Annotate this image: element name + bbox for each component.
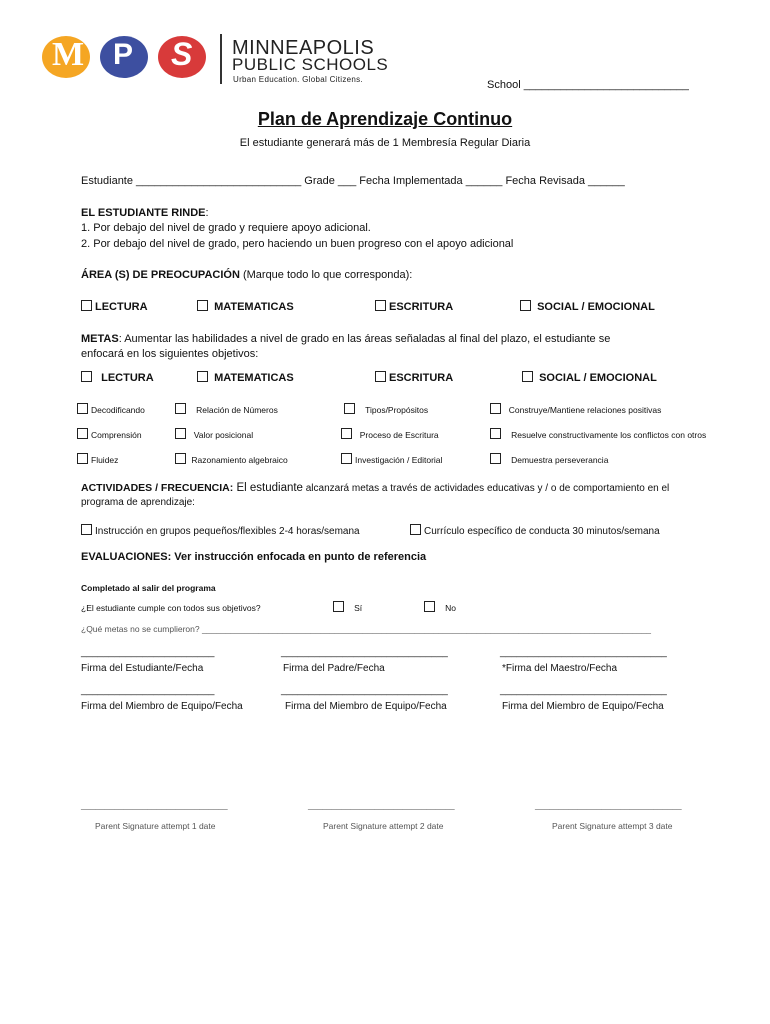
goals-heading: METAS bbox=[81, 333, 119, 345]
area-option-label: ESCRITURA bbox=[389, 301, 454, 313]
goal-item[interactable] bbox=[341, 428, 439, 440]
student-info-line[interactable]: Estudiante ___________________________ Grade ___ Fecha Implementada ______ Fecha Revisada ______ bbox=[81, 175, 625, 187]
activities-text-b: alcanzará metas a través de actividades educativas y / o de comportamiento en el bbox=[302, 483, 670, 494]
goal-item-label: Investigación / Editorial bbox=[355, 455, 443, 465]
school-field[interactable]: School ___________________________ bbox=[487, 79, 689, 91]
goal-item[interactable] bbox=[77, 428, 142, 440]
signature-line[interactable]: ______________________________ bbox=[500, 685, 667, 696]
activity-option-label: Currículo específico de conducta 30 minutos/semana bbox=[424, 526, 660, 537]
checkbox-icon[interactable] bbox=[175, 453, 186, 464]
area-option-lectura[interactable] bbox=[81, 300, 148, 313]
parent-attempt-line[interactable]: _______________________________ bbox=[81, 800, 228, 810]
parent-attempt-line[interactable]: _______________________________ bbox=[535, 800, 682, 810]
checkbox-icon[interactable] bbox=[175, 403, 186, 414]
goals-met-question: ¿El estudiante cumple con todos sus objetivos? bbox=[81, 603, 261, 613]
goal-column-escritura[interactable] bbox=[375, 371, 453, 384]
evaluations-heading: EVALUACIONES: Ver instrucción enfocada en punto de referencia bbox=[81, 551, 427, 563]
page-title: Plan de Aprendizaje Continuo bbox=[257, 109, 513, 129]
signature-line[interactable]: ______________________________ bbox=[500, 647, 667, 658]
logo-p-letter: P bbox=[113, 38, 134, 71]
goal-item-label: Construye/Mantiene relaciones positivas bbox=[508, 405, 662, 415]
checkbox-icon[interactable] bbox=[197, 300, 208, 311]
area-option-escritura[interactable] bbox=[375, 300, 453, 313]
signature-label-team-1: Firma del Miembro de Equipo/Fecha bbox=[81, 701, 243, 712]
checkbox-icon[interactable] bbox=[77, 428, 88, 439]
performance-heading-text: EL ESTUDIANTE RINDE bbox=[81, 207, 206, 219]
yes-label: Sí bbox=[354, 603, 363, 613]
checkbox-icon[interactable] bbox=[77, 453, 88, 464]
goal-item[interactable] bbox=[490, 428, 706, 440]
checkbox-icon[interactable] bbox=[77, 403, 88, 414]
performance-heading bbox=[81, 207, 209, 219]
logo-m-letter: M bbox=[52, 36, 85, 73]
performance-item-2: 2. Por debajo del nivel de grado, pero haciendo un buen progreso con el apoyo adicional bbox=[81, 238, 514, 250]
activity-option-behavior[interactable] bbox=[410, 524, 660, 537]
activities-text-line-2: programa de aprendizaje: bbox=[81, 497, 195, 508]
goal-item[interactable] bbox=[175, 428, 253, 440]
area-option-label: SOCIAL / EMOCIONAL bbox=[537, 301, 655, 313]
goals-text bbox=[81, 333, 610, 345]
parent-attempt-label-1: Parent Signature attempt 1 date bbox=[95, 821, 216, 831]
parent-attempt-line[interactable]: _______________________________ bbox=[308, 800, 455, 810]
goal-item[interactable] bbox=[490, 453, 608, 465]
goal-column-matematicas[interactable] bbox=[197, 371, 294, 384]
completed-label: Completado al salir del programa bbox=[81, 583, 216, 593]
goal-item[interactable] bbox=[175, 403, 278, 415]
checkbox-icon[interactable] bbox=[490, 403, 501, 414]
goal-item-label: Relación de Números bbox=[196, 405, 278, 415]
area-option-label: MATEMATICAS bbox=[214, 301, 294, 313]
checkbox-icon[interactable] bbox=[344, 403, 355, 414]
areas-heading-text: ÁREA (S) DE PREOCUPACIÓN bbox=[81, 269, 240, 281]
goal-column-label: MATEMATICAS bbox=[214, 372, 294, 384]
unmet-goals-field[interactable]: ¿Qué metas no se cumplieron? _______________________________________________________________________________________________ bbox=[81, 624, 652, 634]
goal-item-label: Decodificando bbox=[91, 405, 145, 415]
no-option[interactable] bbox=[424, 601, 456, 613]
areas-heading-note: (Marque todo lo que corresponda): bbox=[239, 269, 413, 281]
checkbox-icon[interactable] bbox=[341, 453, 352, 464]
area-option-matematicas[interactable] bbox=[197, 300, 294, 313]
goal-item-label: Demuestra perseverancia bbox=[511, 455, 609, 465]
signature-label-parent: Firma del Padre/Fecha bbox=[283, 663, 385, 674]
area-option-label: LECTURA bbox=[95, 301, 148, 313]
checkbox-icon[interactable] bbox=[81, 371, 92, 382]
no-label: No bbox=[445, 603, 456, 613]
yes-option[interactable] bbox=[333, 601, 362, 613]
activities-heading: ACTIVIDADES / FRECUENCIA: bbox=[81, 482, 234, 494]
area-option-social[interactable] bbox=[520, 300, 655, 313]
goals-text-line-1: : Aumentar las habilidades a nivel de grado en las áreas señaladas al final del plazo, el estudiante se bbox=[118, 333, 611, 345]
checkbox-icon[interactable] bbox=[410, 524, 421, 535]
checkbox-icon[interactable] bbox=[175, 428, 186, 439]
areas-heading bbox=[81, 269, 412, 281]
checkbox-icon[interactable] bbox=[81, 524, 92, 535]
brand-line-1: MINNEAPOLIS bbox=[232, 37, 375, 59]
goal-item[interactable] bbox=[175, 453, 288, 465]
checkbox-icon[interactable] bbox=[424, 601, 435, 612]
brand-tagline: Urban Education. Global Citizens. bbox=[233, 75, 363, 84]
goal-column-social[interactable] bbox=[522, 371, 657, 384]
goal-item-label: Valor posicional bbox=[193, 430, 254, 440]
checkbox-icon[interactable] bbox=[520, 300, 531, 311]
activities-text bbox=[81, 482, 669, 494]
goal-item-label: Razonamiento algebraico bbox=[191, 455, 288, 465]
checkbox-icon[interactable] bbox=[333, 601, 344, 612]
signature-line[interactable]: ______________________________ bbox=[281, 685, 448, 696]
goal-column-label: ESCRITURA bbox=[389, 372, 454, 384]
checkbox-icon[interactable] bbox=[81, 300, 92, 311]
goals-text-line-2: enfocará en los siguientes objetivos: bbox=[81, 348, 259, 360]
checkbox-icon[interactable] bbox=[522, 371, 533, 382]
checkbox-icon[interactable] bbox=[375, 300, 386, 311]
checkbox-icon[interactable] bbox=[375, 371, 386, 382]
parent-attempt-label-3: Parent Signature attempt 3 date bbox=[552, 821, 673, 831]
signature-label-team-3: Firma del Miembro de Equipo/Fecha bbox=[502, 701, 664, 712]
goal-item-label: Fluidez bbox=[91, 455, 119, 465]
goal-item[interactable] bbox=[341, 453, 442, 465]
goal-column-lectura[interactable] bbox=[81, 371, 154, 384]
goal-column-label: LECTURA bbox=[101, 372, 154, 384]
signature-line[interactable]: ______________________________ bbox=[281, 647, 448, 658]
activity-option-small-groups[interactable] bbox=[81, 524, 360, 537]
goal-item[interactable] bbox=[490, 403, 661, 415]
page-subtitle: El estudiante generará más de 1 Membresía Regular Diaria bbox=[239, 137, 531, 149]
goal-item[interactable] bbox=[77, 403, 145, 415]
goal-item-label: Comprensión bbox=[91, 430, 142, 440]
performance-item-1: 1. Por debajo del nivel de grado y requiere apoyo adicional. bbox=[81, 222, 371, 234]
signature-line[interactable]: ________________________ bbox=[81, 685, 215, 696]
activities-text-a: El estudiante bbox=[233, 482, 303, 494]
goal-item[interactable] bbox=[77, 453, 118, 465]
brand-line-2: PUBLIC SCHOOLS bbox=[232, 55, 389, 74]
logo-s-letter: S bbox=[171, 36, 193, 72]
goal-item-label: Resuelve constructivamente los conflictos con otros bbox=[511, 430, 707, 440]
activity-option-label: Instrucción en grupos pequeños/flexibles 2-4 horas/semana bbox=[95, 526, 360, 537]
checkbox-icon[interactable] bbox=[490, 453, 501, 464]
logo-divider bbox=[220, 34, 222, 84]
goal-item-label: Proceso de Escritura bbox=[359, 430, 439, 440]
parent-attempt-label-2: Parent Signature attempt 2 date bbox=[323, 821, 444, 831]
signature-label-student: Firma del Estudiante/Fecha bbox=[81, 663, 204, 674]
goal-item-label: Tipos/Propósitos bbox=[365, 405, 429, 415]
signature-label-teacher: *Firma del Maestro/Fecha bbox=[502, 663, 618, 674]
performance-heading-colon: : bbox=[205, 207, 209, 219]
checkbox-icon[interactable] bbox=[490, 428, 501, 439]
checkbox-icon[interactable] bbox=[341, 428, 352, 439]
goal-item[interactable] bbox=[344, 403, 428, 415]
signature-label-team-2: Firma del Miembro de Equipo/Fecha bbox=[285, 701, 447, 712]
goal-column-label: SOCIAL / EMOCIONAL bbox=[539, 372, 657, 384]
signature-line[interactable]: ________________________ bbox=[81, 647, 215, 658]
checkbox-icon[interactable] bbox=[197, 371, 208, 382]
